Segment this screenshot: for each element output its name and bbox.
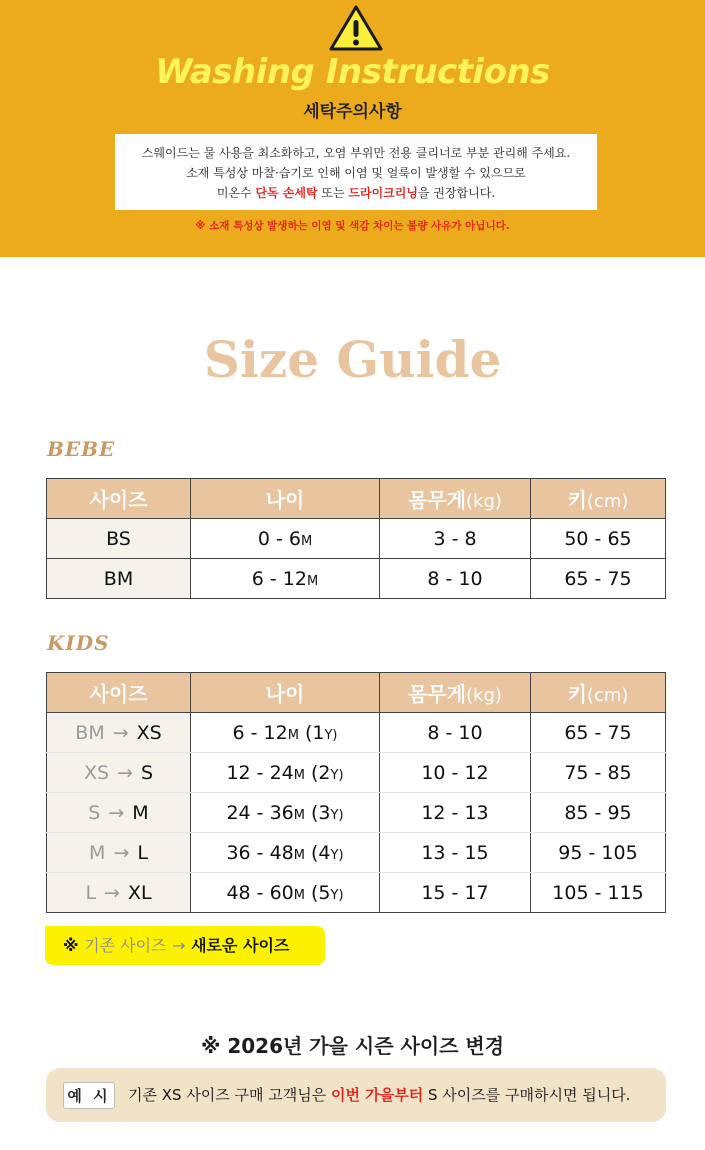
table-row (47, 713, 666, 753)
table-header-row (47, 673, 666, 713)
washing-line-1: 스웨이드는 물 사용을 최소화하고, 오염 부위만 전용 클리너로 부분 관리해 주세요. (141, 146, 571, 160)
size-change-title: ※ 2026년 가을 시즌 사이즈 변경 (200, 1034, 505, 1058)
table-row (47, 873, 666, 913)
header-age: 나이 (191, 673, 380, 713)
weight-cell: 12 - 13 (380, 793, 531, 833)
washing-line-3 (115, 183, 597, 203)
table-row (47, 793, 666, 833)
example-badge: 예 시 (63, 1082, 115, 1109)
size-cell: BS (47, 519, 191, 559)
washing-text-box (115, 134, 597, 210)
warning-triangle-icon (327, 3, 385, 53)
table-header-row (47, 479, 666, 519)
header-height: 키(cm) (531, 479, 666, 519)
weight-cell: 13 - 15 (380, 833, 531, 873)
age-cell: 12 - 24M (2Y) (191, 753, 380, 793)
example-text: 기존 XS 사이즈 구매 고객님은 이번 가을부터 S 사이즈를 구매하시면 됩니다. (128, 1086, 631, 1104)
size-conversion-cell: XS → S (47, 753, 191, 793)
weight-cell: 8 - 10 (380, 559, 531, 599)
height-cell: 65 - 75 (531, 559, 666, 599)
weight-cell: 15 - 17 (380, 873, 531, 913)
height-cell: 95 - 105 (531, 833, 666, 873)
height-cell: 50 - 65 (531, 519, 666, 559)
age-cell: 0 - 6M (191, 519, 380, 559)
kids-label: KIDS (47, 631, 110, 655)
from-this-fall-highlight: 이번 가을부터 (331, 1086, 424, 1104)
washing-section (0, 0, 705, 257)
table-row (47, 519, 666, 559)
size-cell: BM (47, 559, 191, 599)
age-cell: 24 - 36M (3Y) (191, 793, 380, 833)
table-row (47, 833, 666, 873)
size-conversion-cell: M → L (47, 833, 191, 873)
washing-line-3-pre: 미온수 (216, 186, 256, 200)
age-cell: 48 - 60M (5Y) (191, 873, 380, 913)
dry-clean-highlight: 드라이크리닝 (348, 186, 418, 200)
size-guide-title: Size Guide (203, 330, 502, 389)
height-cell: 75 - 85 (531, 753, 666, 793)
washing-title: Washing Instructions (155, 52, 550, 92)
washing-line-2: 소재 특성상 마찰·습기로 인해 이염 및 얼룩이 발생할 수 있으므로 (186, 166, 526, 180)
height-cell: 105 - 115 (531, 873, 666, 913)
height-cell: 65 - 75 (531, 713, 666, 753)
header-height: 키(cm) (531, 673, 666, 713)
header-weight: 몸무게(kg) (380, 673, 531, 713)
washing-line-3-post: 을 권장합니다. (417, 186, 496, 200)
table-row (47, 753, 666, 793)
washing-subtitle: 세탁주의사항 (303, 102, 402, 122)
height-cell: 85 - 95 (531, 793, 666, 833)
header-age: 나이 (191, 479, 380, 519)
weight-cell: 3 - 8 (380, 519, 531, 559)
size-conversion-cell: S → M (47, 793, 191, 833)
hand-wash-highlight: 단독 손세탁 (255, 186, 318, 200)
age-cell: 6 - 12M (1Y) (191, 713, 380, 753)
weight-cell: 10 - 12 (380, 753, 531, 793)
weight-cell: 8 - 10 (380, 713, 531, 753)
size-conversion-cell: L → XL (47, 873, 191, 913)
header-weight: 몸무게(kg) (380, 479, 531, 519)
bebe-label: BEBE (47, 437, 116, 461)
kids-size-table (46, 672, 666, 913)
example-box (46, 1068, 666, 1122)
age-cell: 6 - 12M (191, 559, 380, 599)
header-size: 사이즈 (47, 673, 191, 713)
table-row (47, 559, 666, 599)
size-legend: ※ 기존 사이즈 → 새로운 사이즈 (45, 926, 325, 965)
washing-note: ※ 소재 특성상 발생하는 이염 및 색감 차이는 불량 사유가 아닙니다. (195, 220, 510, 232)
size-conversion-cell: BM → XS (47, 713, 191, 753)
age-cell: 36 - 48M (4Y) (191, 833, 380, 873)
bebe-size-table (46, 478, 666, 599)
header-size: 사이즈 (47, 479, 191, 519)
washing-line-3-mid: 또는 (317, 186, 349, 200)
